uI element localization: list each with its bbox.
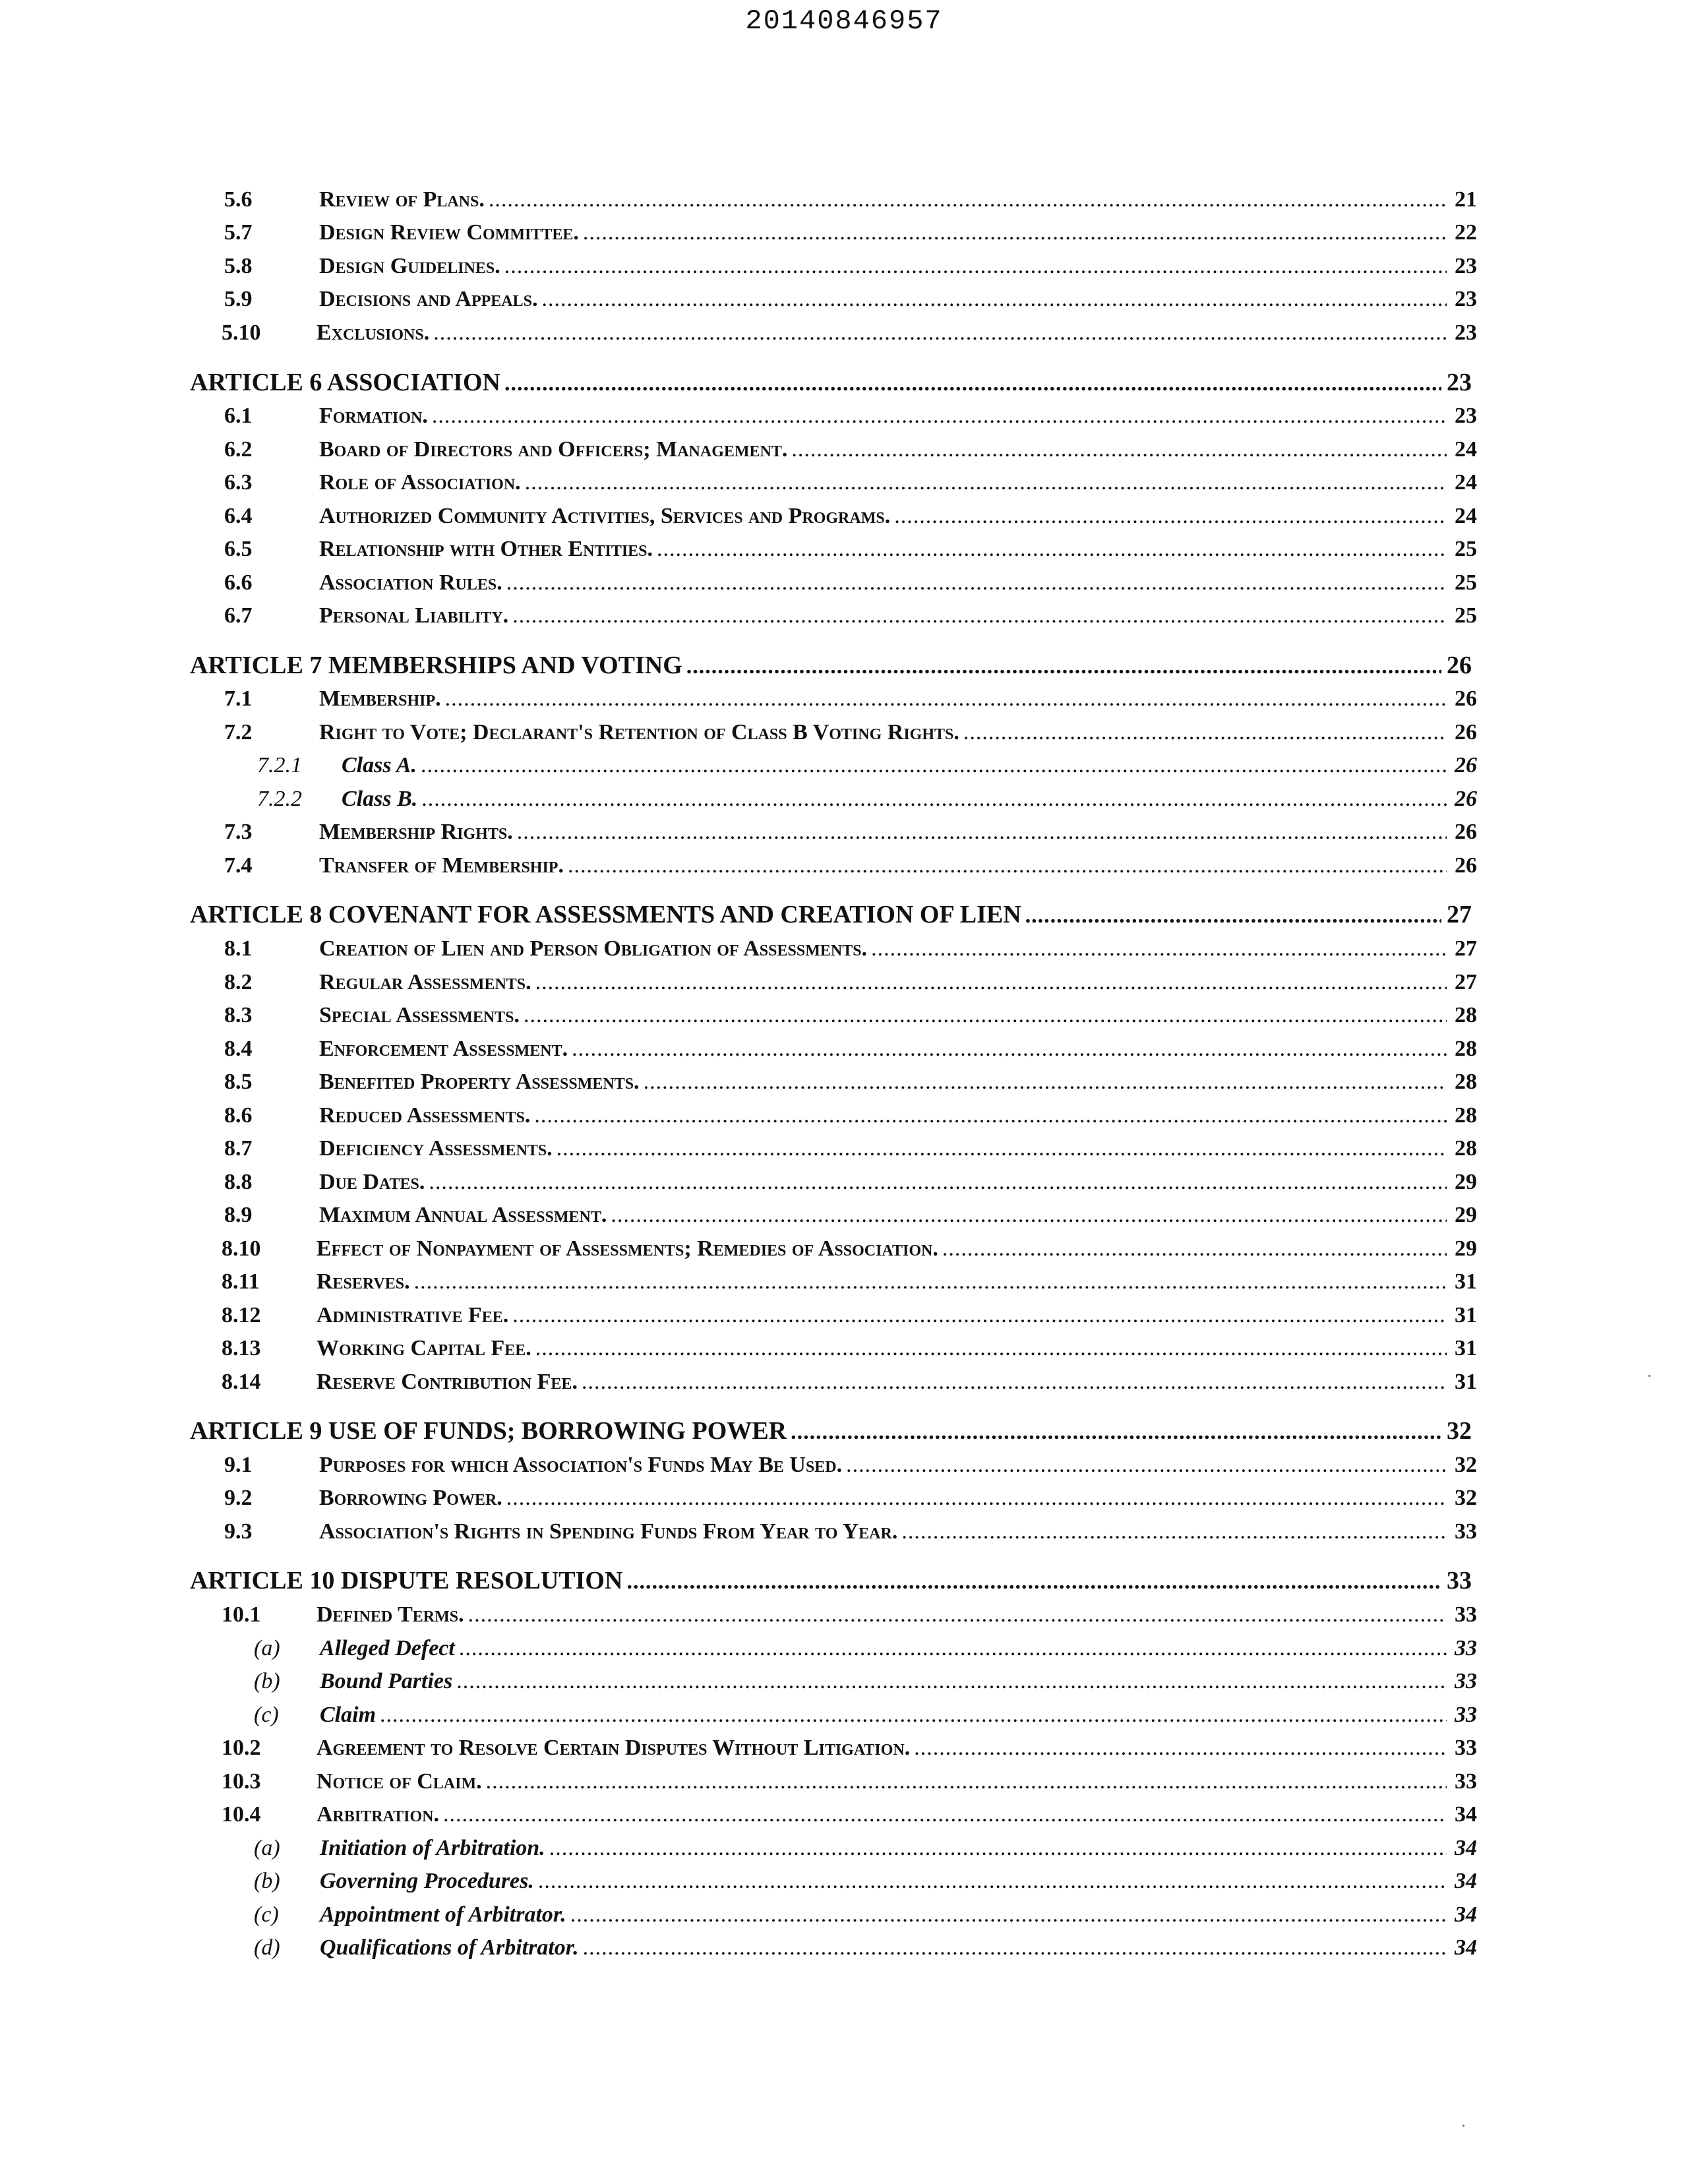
toc-entry-number: 5.7 bbox=[224, 220, 253, 245]
dot-leader bbox=[549, 1836, 1447, 1861]
toc-entry-number: (c) bbox=[254, 1902, 279, 1927]
toc-entry-row bbox=[185, 1769, 1477, 1801]
toc-entry-number: 6.6 bbox=[224, 570, 253, 595]
toc-page-number: 31 bbox=[1455, 1336, 1477, 1360]
toc-entry-row bbox=[185, 1003, 1477, 1035]
toc-page-number: 24 bbox=[1455, 504, 1477, 528]
toc-page-number: 23 bbox=[1455, 287, 1477, 311]
toc-entry-title: Creation of Lien and Person Obligation of Assessments. bbox=[319, 936, 868, 961]
dot-leader bbox=[535, 970, 1447, 995]
toc-entry-row bbox=[185, 287, 1477, 318]
toc-article-row bbox=[190, 1416, 1472, 1448]
toc-entry-number: 8.2 bbox=[224, 970, 253, 994]
toc-entry-number: 7.2.1 bbox=[257, 753, 302, 777]
toc-entry-title: Decisions and Appeals. bbox=[319, 287, 538, 311]
toc-entry-row bbox=[185, 1336, 1477, 1368]
toc-entry-row bbox=[185, 603, 1477, 635]
toc-entry-number: 7.2 bbox=[224, 720, 253, 744]
toc-entry-row bbox=[185, 1136, 1477, 1168]
toc-entry-title: Formation. bbox=[319, 404, 428, 428]
toc-entry-title: Relationship with Other Entities. bbox=[319, 537, 653, 561]
toc-entry-row bbox=[185, 753, 1477, 785]
toc-entry-row bbox=[185, 537, 1477, 568]
toc-entry-title: Membership Rights. bbox=[319, 820, 513, 844]
toc-entry-row bbox=[185, 1070, 1477, 1101]
article-title: ARTICLE 8 COVENANT FOR ASSESSMENTS AND CREATION OF LIEN bbox=[190, 901, 1021, 928]
dot-leader bbox=[432, 404, 1447, 429]
toc-entry-number: 8.5 bbox=[224, 1070, 253, 1094]
toc-page-number: 33 bbox=[1455, 1769, 1477, 1794]
toc-entry-row bbox=[185, 1836, 1477, 1867]
toc-entry-title: Maximum Annual Assessment. bbox=[319, 1203, 607, 1227]
toc-entry-number: 5.9 bbox=[224, 287, 253, 311]
toc-entry-row bbox=[185, 1453, 1477, 1484]
dot-leader bbox=[524, 1003, 1447, 1028]
toc-page-number: 27 bbox=[1447, 901, 1472, 928]
toc-entry-number: 7.2.2 bbox=[257, 787, 302, 811]
toc-page-number: 33 bbox=[1455, 1602, 1477, 1627]
toc-page-number: 28 bbox=[1455, 1136, 1477, 1161]
toc-entry-title: Membership. bbox=[319, 686, 441, 711]
dot-leader bbox=[963, 720, 1447, 745]
dot-leader bbox=[525, 470, 1447, 495]
dot-leader bbox=[534, 1103, 1447, 1128]
toc-page-number: 28 bbox=[1455, 1103, 1477, 1128]
dot-leader bbox=[644, 1070, 1447, 1095]
toc-entry-title: Enforcement Assessment. bbox=[319, 1037, 568, 1061]
dot-leader bbox=[486, 1769, 1447, 1794]
toc-page-number: 28 bbox=[1455, 1003, 1477, 1027]
toc-entry-title: Design Guidelines. bbox=[319, 254, 500, 278]
toc-page-number: 33 bbox=[1455, 1636, 1477, 1660]
toc-entry-row bbox=[185, 320, 1477, 352]
toc-page-number: 29 bbox=[1455, 1203, 1477, 1227]
toc-entry-title: Arbitration. bbox=[316, 1802, 439, 1827]
toc-page-number: 33 bbox=[1455, 1669, 1477, 1693]
dot-leader bbox=[626, 1569, 1441, 1594]
toc-page-number: 26 bbox=[1455, 720, 1477, 744]
toc-entry-row bbox=[185, 1303, 1477, 1335]
toc-entry-title: Class B. bbox=[342, 787, 418, 811]
dot-leader bbox=[512, 1303, 1447, 1328]
toc-entry-number: 9.2 bbox=[224, 1486, 253, 1510]
dot-leader bbox=[942, 1236, 1447, 1261]
article-title: ARTICLE 7 MEMBERSHIPS AND VOTING bbox=[190, 652, 682, 679]
toc-page-number: 34 bbox=[1455, 1935, 1477, 1960]
toc-entry-number: 8.4 bbox=[224, 1037, 253, 1061]
toc-entry-row bbox=[185, 1236, 1477, 1268]
toc-entry-number: (b) bbox=[254, 1869, 280, 1893]
toc-entry-number: 10.1 bbox=[222, 1602, 261, 1627]
toc-entry-row bbox=[185, 720, 1477, 752]
dot-leader bbox=[429, 1170, 1447, 1195]
toc-entry-title: Benefited Property Assessments. bbox=[319, 1070, 640, 1094]
toc-page-number: 24 bbox=[1455, 470, 1477, 495]
dot-leader bbox=[914, 1736, 1447, 1761]
toc-entry-title: Design Review Committee. bbox=[319, 220, 579, 245]
toc-entry-row bbox=[185, 1203, 1477, 1234]
dot-leader bbox=[506, 1486, 1447, 1511]
toc-entry-number: 8.14 bbox=[222, 1370, 261, 1394]
toc-entry-title: Authorized Community Activities, Services and Programs. bbox=[319, 504, 891, 528]
toc-entry-number: 8.10 bbox=[222, 1236, 261, 1261]
toc-entry-row bbox=[185, 686, 1477, 718]
toc-page-number: 23 bbox=[1455, 320, 1477, 345]
dot-leader bbox=[414, 1269, 1447, 1294]
toc-entry-number: 10.2 bbox=[222, 1736, 261, 1760]
toc-page-number: 33 bbox=[1455, 1736, 1477, 1760]
dot-leader bbox=[512, 603, 1447, 628]
toc-entry-number: 5.6 bbox=[224, 187, 253, 212]
toc-entry-number: 8.3 bbox=[224, 1003, 253, 1027]
toc-entry-row bbox=[185, 254, 1477, 286]
toc-page-number: 26 bbox=[1455, 820, 1477, 844]
toc-page-number: 24 bbox=[1455, 437, 1477, 462]
toc-page-number: 34 bbox=[1455, 1802, 1477, 1827]
toc-page-number: 33 bbox=[1447, 1567, 1472, 1594]
toc-page-number: 32 bbox=[1447, 1417, 1472, 1445]
toc-page-number: 26 bbox=[1455, 686, 1477, 711]
toc-entry-number: 6.5 bbox=[224, 537, 253, 561]
toc-page-number: 33 bbox=[1455, 1703, 1477, 1727]
toc-page-number: 25 bbox=[1455, 570, 1477, 595]
dot-leader bbox=[380, 1703, 1447, 1728]
toc-entry-number: 8.6 bbox=[224, 1103, 253, 1128]
toc-entry-number: 6.4 bbox=[224, 504, 253, 528]
dot-leader bbox=[445, 686, 1447, 712]
toc-entry-number: 8.13 bbox=[222, 1336, 261, 1360]
toc-page-number: 23 bbox=[1455, 254, 1477, 278]
dot-leader bbox=[535, 1336, 1447, 1361]
dot-leader bbox=[568, 853, 1447, 878]
dot-leader bbox=[506, 570, 1447, 595]
toc-entry-title: Board of Directors and Officers; Management. bbox=[319, 437, 788, 462]
dot-leader bbox=[894, 504, 1447, 529]
toc-entry-row bbox=[185, 1636, 1477, 1668]
toc-entry-number: 8.1 bbox=[224, 936, 253, 961]
dot-leader bbox=[517, 820, 1447, 845]
toc-entry-title: Purposes for which Association's Funds May Be Used. bbox=[319, 1453, 843, 1477]
toc-entry-title: Effect of Nonpayment of Assessments; Remedies of Association. bbox=[316, 1236, 938, 1261]
toc-page-number: 32 bbox=[1455, 1453, 1477, 1477]
toc-entry-row bbox=[185, 1602, 1477, 1634]
dot-leader bbox=[456, 1669, 1447, 1694]
article-title: ARTICLE 9 USE OF FUNDS; BORROWING POWER bbox=[190, 1417, 787, 1445]
toc-page-number: 26 bbox=[1447, 652, 1472, 679]
toc-entry-number: 7.1 bbox=[224, 686, 253, 711]
toc-entry-title: Role of Association. bbox=[319, 470, 521, 495]
toc-entry-title: Regular Assessments. bbox=[319, 970, 531, 994]
toc-entry-title: Association Rules. bbox=[319, 570, 502, 595]
toc-page-number: 27 bbox=[1455, 970, 1477, 994]
toc-entry-row bbox=[185, 1170, 1477, 1201]
toc-entry-title: Alleged Defect bbox=[320, 1636, 455, 1660]
toc-entry-title: Appointment of Arbitrator. bbox=[320, 1902, 566, 1927]
dot-leader bbox=[459, 1636, 1447, 1661]
toc-entry-title: Initiation of Arbitration. bbox=[320, 1836, 545, 1860]
toc-entry-number: 8.8 bbox=[224, 1170, 253, 1194]
dot-leader bbox=[871, 936, 1447, 961]
toc-entry-title: Due Dates. bbox=[319, 1170, 425, 1194]
article-title: ARTICLE 10 DISPUTE RESOLUTION bbox=[190, 1567, 623, 1594]
toc-entry-title: Deficiency Assessments. bbox=[319, 1136, 553, 1161]
toc-entry-number: 6.1 bbox=[224, 404, 253, 428]
toc-entry-title: Class A. bbox=[342, 753, 417, 777]
dot-leader bbox=[443, 1802, 1447, 1827]
toc-entry-row bbox=[185, 220, 1477, 252]
toc-page-number: 21 bbox=[1455, 187, 1477, 212]
scan-speck bbox=[1462, 2125, 1464, 2127]
toc-entry-row bbox=[185, 1935, 1477, 1967]
toc-entry-row bbox=[185, 1519, 1477, 1551]
dot-leader bbox=[583, 1935, 1447, 1960]
article-title: ARTICLE 6 ASSOCIATION bbox=[190, 369, 500, 396]
toc-entry-row bbox=[185, 1736, 1477, 1767]
dot-leader bbox=[657, 537, 1447, 562]
toc-entry-number: 5.10 bbox=[222, 320, 261, 345]
toc-entry-row bbox=[185, 437, 1477, 469]
toc-entry-title: Governing Procedures. bbox=[320, 1869, 534, 1893]
toc-entry-row bbox=[185, 1370, 1477, 1401]
dot-leader bbox=[901, 1519, 1447, 1544]
toc-entry-row bbox=[185, 404, 1477, 435]
dot-leader bbox=[541, 287, 1447, 312]
toc-entry-row bbox=[185, 1103, 1477, 1135]
toc-page-number: 31 bbox=[1455, 1370, 1477, 1394]
toc-entry-row bbox=[185, 504, 1477, 535]
toc-entry-title: Administrative Fee. bbox=[316, 1303, 509, 1327]
toc-entry-title: Right to Vote; Declarant's Retention of Class B Voting Rights. bbox=[319, 720, 959, 744]
dot-leader bbox=[557, 1136, 1447, 1161]
toc-entry-title: Qualifications of Arbitrator. bbox=[320, 1935, 579, 1960]
toc-entry-row bbox=[185, 1902, 1477, 1934]
toc-entry-number: (a) bbox=[254, 1836, 280, 1860]
dot-leader bbox=[489, 187, 1447, 212]
toc-entry-row bbox=[185, 1037, 1477, 1068]
toc-entry-row bbox=[185, 470, 1477, 502]
toc-entry-number: 10.4 bbox=[222, 1802, 261, 1827]
toc-entry-row bbox=[185, 820, 1477, 851]
dot-leader bbox=[570, 1902, 1447, 1927]
toc-entry-number: 9.3 bbox=[224, 1519, 253, 1544]
toc-entry-row bbox=[185, 1802, 1477, 1834]
toc-page-number: 31 bbox=[1455, 1303, 1477, 1327]
scan-speck bbox=[1648, 1375, 1650, 1377]
dot-leader bbox=[686, 654, 1441, 679]
toc-page-number: 28 bbox=[1455, 1070, 1477, 1094]
toc-entry-number: 8.12 bbox=[222, 1303, 261, 1327]
toc-article-row bbox=[190, 368, 1472, 400]
toc-entry-title: Bound Parties bbox=[320, 1669, 453, 1693]
toc-page-number: 34 bbox=[1455, 1836, 1477, 1860]
toc-page-number: 29 bbox=[1455, 1236, 1477, 1261]
toc-entry-row bbox=[185, 936, 1477, 968]
toc-page-number: 26 bbox=[1455, 787, 1477, 811]
toc-entry-title: Reserves. bbox=[316, 1269, 410, 1294]
toc-page-number: 26 bbox=[1455, 753, 1477, 777]
toc-article-row bbox=[190, 900, 1472, 932]
toc-entry-title: Exclusions. bbox=[316, 320, 430, 345]
toc-entry-title: Defined Terms. bbox=[316, 1602, 464, 1627]
toc-entry-row bbox=[185, 853, 1477, 885]
toc-entry-title: Transfer of Membership. bbox=[319, 853, 564, 878]
toc-entry-title: Working Capital Fee. bbox=[316, 1336, 531, 1360]
toc-article-row bbox=[190, 651, 1472, 682]
dot-leader bbox=[846, 1453, 1447, 1478]
toc-page-number: 26 bbox=[1455, 853, 1477, 878]
toc-entry-title: Agreement to Resolve Certain Disputes Without Litigation. bbox=[316, 1736, 911, 1760]
dot-leader bbox=[538, 1869, 1447, 1894]
toc-entry-row bbox=[185, 570, 1477, 602]
dot-leader bbox=[1025, 903, 1441, 928]
dot-leader bbox=[582, 1370, 1447, 1395]
toc-article-row bbox=[190, 1566, 1472, 1598]
toc-entry-number: 9.1 bbox=[224, 1453, 253, 1477]
toc-page-number: 34 bbox=[1455, 1869, 1477, 1893]
toc-entry-title: Association's Rights in Spending Funds From Year to Year. bbox=[319, 1519, 898, 1544]
dot-leader bbox=[468, 1602, 1447, 1627]
toc-entry-row bbox=[185, 1703, 1477, 1734]
toc-page-number: 22 bbox=[1455, 220, 1477, 245]
toc-entry-title: Notice of Claim. bbox=[316, 1769, 482, 1794]
toc-entry-number: 5.8 bbox=[224, 254, 253, 278]
dot-leader bbox=[504, 371, 1441, 396]
toc-entry-title: Reduced Assessments. bbox=[319, 1103, 531, 1128]
dot-leader bbox=[421, 787, 1447, 812]
toc-page-number: 25 bbox=[1455, 537, 1477, 561]
toc-entry-number: 8.9 bbox=[224, 1203, 253, 1227]
toc-entry-number: 10.3 bbox=[222, 1769, 261, 1794]
toc-entry-number: 6.7 bbox=[224, 603, 253, 628]
dot-leader bbox=[504, 254, 1447, 279]
toc-entry-number: 8.11 bbox=[222, 1269, 260, 1294]
dot-leader bbox=[611, 1203, 1447, 1228]
toc-page-number: 23 bbox=[1455, 404, 1477, 428]
toc-entry-row bbox=[185, 787, 1477, 818]
toc-entry-row bbox=[185, 970, 1477, 1002]
toc-page-number: 33 bbox=[1455, 1519, 1477, 1544]
toc-entry-number: 6.3 bbox=[224, 470, 253, 495]
toc-entry-number: 6.2 bbox=[224, 437, 253, 462]
toc-entry-row bbox=[185, 1486, 1477, 1517]
dot-leader bbox=[433, 320, 1447, 346]
toc-entry-row bbox=[185, 187, 1477, 219]
toc-entry-number: 8.7 bbox=[224, 1136, 253, 1161]
toc-entry-number: 7.4 bbox=[224, 853, 253, 878]
toc-page-number: 25 bbox=[1455, 603, 1477, 628]
dot-leader bbox=[791, 437, 1447, 462]
dot-leader bbox=[421, 753, 1447, 778]
toc-page-number: 32 bbox=[1455, 1486, 1477, 1510]
toc-page-number: 27 bbox=[1455, 936, 1477, 961]
document-number: 20140846957 bbox=[745, 5, 943, 37]
toc-entry-row bbox=[185, 1869, 1477, 1900]
toc-entry-number: (a) bbox=[254, 1636, 280, 1660]
toc-entry-number: (b) bbox=[254, 1669, 280, 1693]
toc-page-number: 31 bbox=[1455, 1269, 1477, 1294]
dot-leader bbox=[791, 1420, 1441, 1445]
toc-entry-title: Special Assessments. bbox=[319, 1003, 520, 1027]
dot-leader bbox=[583, 220, 1447, 245]
dot-leader bbox=[572, 1037, 1447, 1062]
toc-page-number: 23 bbox=[1447, 369, 1472, 396]
toc-entry-title: Personal Liability. bbox=[319, 603, 509, 628]
toc-entry-title: Review of Plans. bbox=[319, 187, 485, 212]
toc-entry-number: 7.3 bbox=[224, 820, 253, 844]
toc-entry-title: Claim bbox=[320, 1703, 377, 1727]
toc-page-number: 34 bbox=[1455, 1902, 1477, 1927]
toc-entry-number: (c) bbox=[254, 1703, 279, 1727]
toc-entry-row bbox=[185, 1669, 1477, 1701]
toc-page-number: 28 bbox=[1455, 1037, 1477, 1061]
toc-entry-title: Borrowing Power. bbox=[319, 1486, 502, 1510]
toc-entry-title: Reserve Contribution Fee. bbox=[316, 1370, 578, 1394]
toc-entry-number: (d) bbox=[254, 1935, 280, 1960]
toc-entry-row bbox=[185, 1269, 1477, 1301]
toc-page-number: 29 bbox=[1455, 1170, 1477, 1194]
